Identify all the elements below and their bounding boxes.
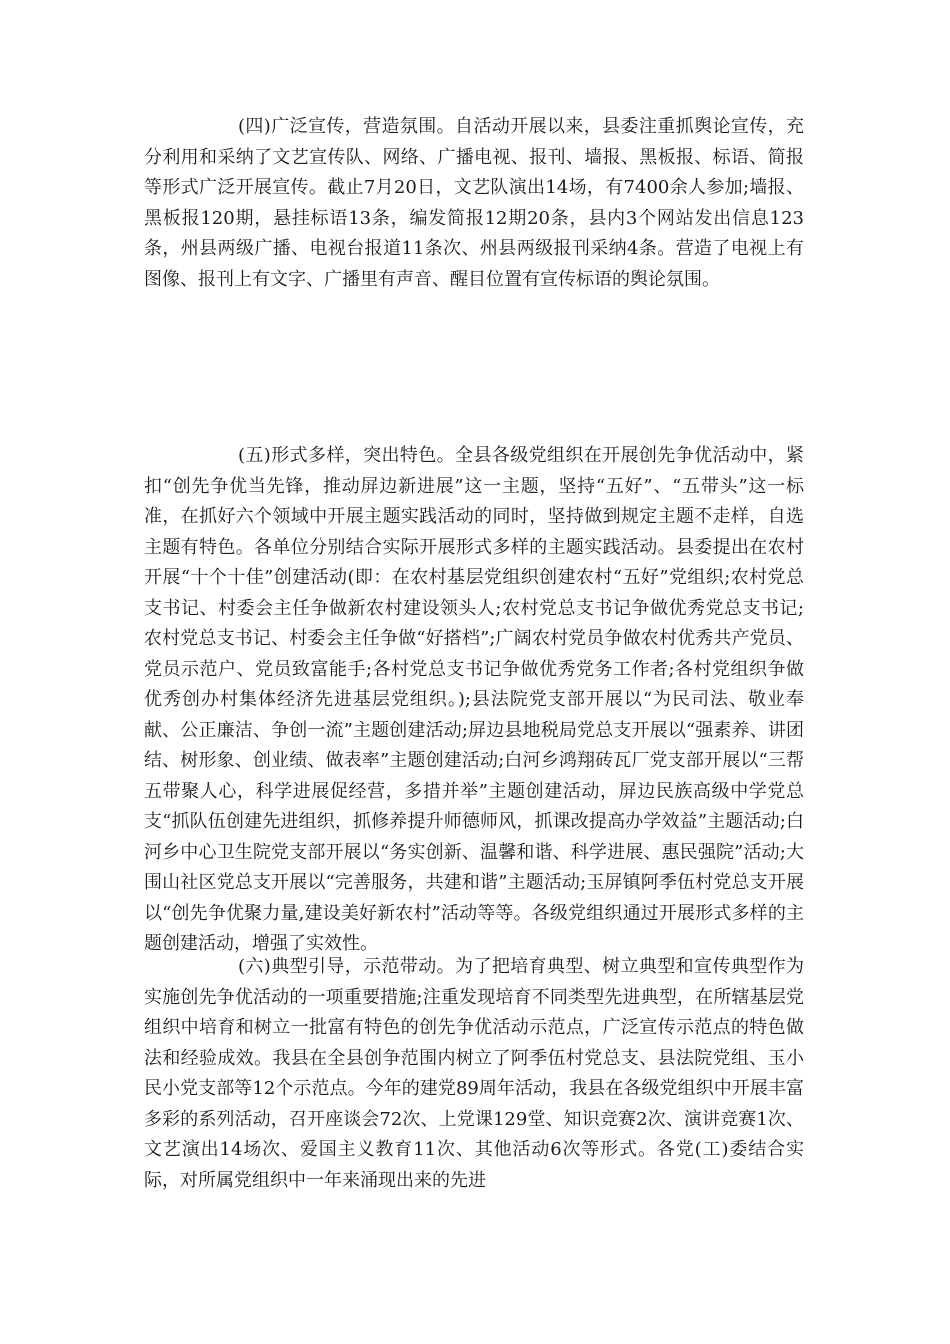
paragraph-publicity: (四)广泛宣传，营造氛围。自活动开展以来，县委注重抓舆论宣传，充分利用和采纳了文艺宣传队、网络、广播电视、报刊、墙报、黑板报、标语、简报等形式广泛开展宣传。截止7月20日，文艺队演出14场，有7400余人参加;墙报、黑板报120期，悬挂标语13条，编发简报12期20条，县内3个网站发出信息123条，州县两级广播、电视台报道11条次、州县两级报刊采纳4条。营造了电视上有图像、报刊上有文字、广播里有声音、醒目位置有宣传标语的舆论氛围。 [144, 116, 804, 290]
paragraph-diverse-forms: (五)形式多样，突出特色。全县各级党组织在开展创先争优活动中，紧扣“创先争优当先锋，推动屏边新进展”这一主题，坚持“五好”、“五带头”这一标准，在抓好六个领域中开展主题实践活动的同时，坚持做到规定主题不走样，自选主题有特色。各单位分别结合实际开展形式多样的主题实践活动。县委提出在农村开展“十个十佳”创建活动(即：在农村基层党组织创建农村“五好”党组织;农村党总支书记、村委会主任争做新农村建设领头人;农村党总支书记争做优秀党总支书记;农村党总支书记、村委会主任争做“好搭档”;广阔农村党员争做农村优秀共产党员、党员示范户、党员致富能手;各村党总支书记争做优秀党务工作者;各村党组织争做优秀创办村集体经济先进基层党组织。);县法院党支部开展以“为民司法、敬业奉献、公正廉洁、争创一流”主题创建活动;屏边县地税局党总支开展以“强素养、讲团结、树形象、创业绩、做表率”主题创建活动;白河乡鸿翔砖瓦厂党支部开展以“三帮五带聚人心，科学进展促经营，多措并举”主题创建活动，屏边民族高级中学党总支“抓队伍创建先进组织，抓修养提升师德师风，抓课改提高办学效益”主题活动;白河乡中心卫生院党支部开展以“务实创新、温馨和谐、科学进展、惠民强院”活动;大围山社区党总支开展以“完善服务，共建和谐”主题活动;玉屏镇阿季伍村党总支开展以“创先争优聚力量,建设美好新农村”活动等等。各级党组织通过开展形式多样的主题创建活动，增强了实效性。 [144, 445, 804, 954]
paragraph-typical-guidance: (六)典型引导，示范带动。为了把培育典型、树立典型和宣传典型作为实施创先争优活动的一项重要措施;注重发现培育不同类型先进典型，在所辖基层党组织中培育和树立一批富有特色的创先争优活动示范点，广泛宣传示范点的特色做法和经验成效。我县在全县创争范围内树立了阿季伍村党总支、县法院党组、玉小民小党支部等12个示范点。今年的建党89周年活动，我县在各级党组织中开展丰富多彩的系列活动，召开座谈会72次、上党课129堂、知识竞赛2次、演讲竞赛1次、文艺演出14场次、爱国主义教育11次、其他活动6次等形式。各党(工)委结合实际，对所属党组织中一年来涌现出来的先进 [144, 956, 804, 1191]
